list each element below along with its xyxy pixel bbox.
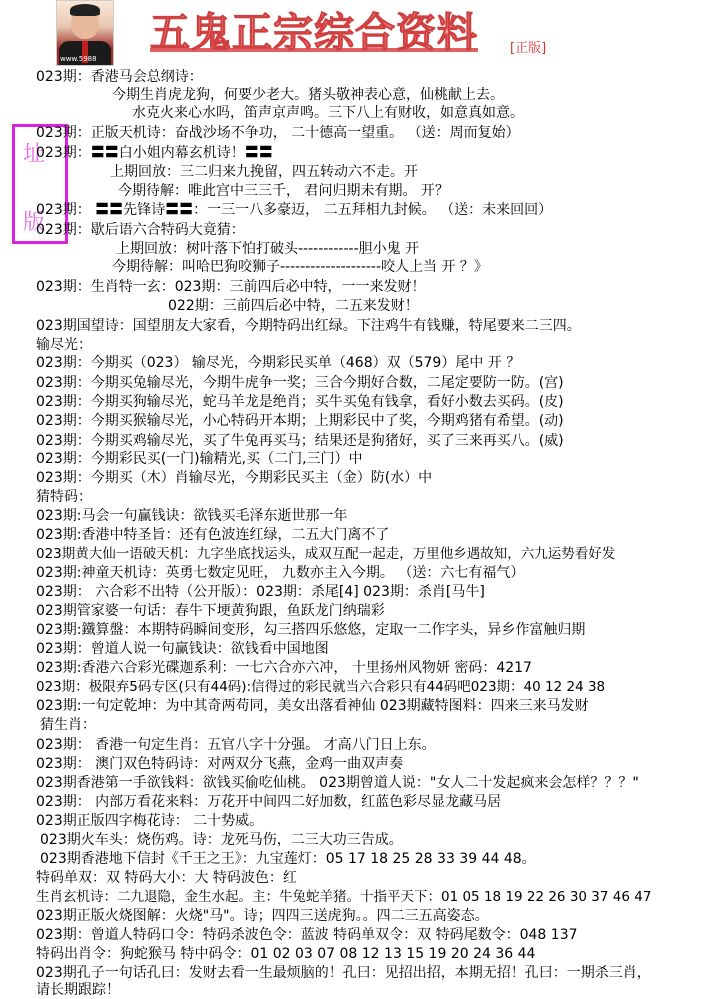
page-title: 五鬼正宗综合资料	[150, 9, 478, 56]
text-line: 023期： 澳门双色特码诗：对两双分飞燕，金鸡一曲双声奏	[36, 756, 404, 772]
text-line: 023期：今期买狗输尽光，蛇马羊龙是绝肖；买牛买兔有钱拿，看好小数去买码。(皮)	[36, 394, 564, 410]
text-line: 023期：今期彩民买(一门)输精光,买（二门,三门）中	[36, 451, 363, 467]
text-line: 上期回放：树叶落下怕打破头------------胆小鬼 开	[116, 241, 420, 257]
text-line: 023期正版四字梅花诗： 二十势威。	[36, 813, 264, 829]
avatar-tag: www.5988	[60, 55, 97, 63]
text-line: 023期：曾道人特码口令：特码杀波色令：蓝波 特码单双令：双 特码尾数令：048 137	[36, 927, 578, 943]
text-line: 023期：今期买猴输尽光，小心特码开本期；上期彩民中了奖，今期鸡猪有希望。(动)	[36, 413, 564, 429]
text-line: 今期生肖虎龙狗，何要少老大。猪头敬神表心意，仙桃献上去。	[112, 87, 504, 103]
text-line: 023期:神童天机诗：英勇七数定见旺， 九数亦主入今期。 （送：六七有福气）	[36, 565, 525, 581]
text-line: 023期黄大仙一语破天机：九字坐底找运头，成双互配一起走，万里他乡遇故知，六九运势看好发	[36, 546, 616, 562]
text-line: 特码单双：双 特码大小：大 特码波色：红	[36, 870, 297, 886]
text-line: 023期：歇后语六合特码大竟猜：	[36, 222, 245, 238]
avatar	[56, 0, 114, 66]
text-line: 猜生肖：	[40, 717, 96, 733]
text-line: 023期：生肖特一玄：023期：三前四后必中特，一一来发财！	[36, 279, 426, 295]
text-line: 023期：〓〓白小姐内幕玄机诗！〓〓	[36, 145, 273, 161]
text-line: 023期： 内部万看花来料：万花开中间四二好加数，红蓝色彩尽显龙藏马居	[36, 794, 502, 810]
text-line: 023期： 六合彩不出特（公开版）：023期：杀尾[4] 023期：杀肖[马牛]	[36, 584, 485, 600]
text-line: 023期： 香港一句定生肖：五官八字十分强。 才高八门日上东。	[36, 737, 436, 753]
text-line: 023期:香港中特圣旨：还有色波连红绿，二五大门离不了	[36, 527, 390, 543]
text-line: 023期：正版天机诗：奋战沙场不争功， 二十德高一望重。 （送：周而复始）	[36, 125, 520, 141]
text-line: 023期：曾道人说一句赢钱诀：欲钱看中国地图	[36, 641, 329, 657]
text-line: 023期正版火烧图解：火烧"马"。诗；四四三送虎狗。。四二三五高姿态。	[36, 908, 489, 924]
text-line: 今期待解：唯此宫中三三千， 君问归期未有期。 开？	[118, 183, 449, 199]
text-line: 023期：今期买鸡输尽光，买了牛兔再买马；结果还是狗猪好，买了三来再买八。(威)	[36, 433, 564, 449]
text-line: 猜特码：	[36, 489, 92, 505]
text-line: 上期回放：三二归来九挽留，四五转动六不走。开	[110, 164, 418, 180]
text-line: 023期国望诗：国望朋友大家看，今期特码出红绿。下注鸡牛有钱赚，特尾要来二三四。	[36, 318, 581, 334]
text-line: 023期:马会一句赢钱诀：欲钱买毛泽东逝世那一年	[36, 508, 348, 524]
text-line: 今期待解：叫哈巴狗咬狮子--------------------咬人上当 开 ？》	[112, 259, 488, 275]
text-line: 023期：今期买（023） 输尽光，今期彩民买单（468）双（579）尾中 开 ？	[36, 355, 521, 371]
edition-badge: [正版]	[510, 41, 547, 56]
text-line: 023期香港第一手欲钱料：欲钱买偷吃仙桃。 023期曾道人说："女人二十发起疯来会怎样？？？"	[36, 775, 639, 791]
text-line: 输尽光：	[36, 337, 92, 353]
text-line: 023期：今期买（木）肖输尽光，今期彩民买主（金）防(水）中	[36, 470, 433, 486]
text-line: 请长期跟踪！	[36, 982, 120, 998]
text-line: 023期:一句定乾坤：为中其奇两苟同，美女出落看神仙 023期藏特图料：四来三来马发财	[36, 698, 589, 714]
text-line: 022期：三前四后必中特，二五来发财！	[168, 298, 419, 314]
annotation-char: 版	[23, 210, 46, 235]
text-line: 023期孔子一句话孔曰：发财去看一生最烦脑的！孔曰：见招出招，本期无招！孔曰：一期杀三肖，	[36, 965, 651, 981]
text-line: 023期:香港六合彩光碟迦系利：一七六合亦六冲， 十里扬州风物妍 密码：4217	[36, 660, 532, 676]
text-line: 023期：今期买兔输尽光，今期牛虎争一奖；三合今期好合数，二尾定要防一防。(宫)	[36, 375, 564, 391]
text-line: 023期管家婆一句话：春牛下埂黄狗跟，鱼跃龙门纳瑞彩	[36, 603, 385, 619]
text-line: 水克火来心水吗，笛声京声鸣。三下八上有财收，如意真如意。	[132, 105, 524, 121]
text-line: 023期：香港马会总纲诗：	[36, 69, 203, 85]
text-line: 023期香港地下信封《千王之王》：九宝莲灯：05 17 18 25 28 33 39 44 48。	[40, 851, 536, 867]
text-line: 023期火车头：烧伤鸡。诗：龙死马伤，二三大功三告成。	[40, 832, 403, 848]
text-line: 生肖玄机诗：二九退隐，金生水起。主：牛兔蛇羊猪。十指平天下：01 05 18 19 22 26 30 37 46 47	[36, 889, 652, 905]
header	[0, 0, 720, 66]
text-line: 023期： 〓〓先锋诗〓〓：一三一八多豪迈， 二五拜相九封候。 （送：未来回回）	[36, 202, 553, 218]
text-line: 023期：极限弃5码专区(只有44码):信得过的彩民就当六合彩只有44码吧023期：40 12 24 38	[36, 679, 606, 695]
text-line: 特码出肖令：狗蛇猴马 特中码令：01 02 03 07 08 12 13 15 19 20 24 36 44	[36, 946, 536, 962]
text-line: 023期:鐵算盤：本期特码瞬间变形，勾三搭四乐悠悠，定取一二作字头，异乡作富触归期	[36, 622, 586, 638]
annotation-char: 址	[23, 142, 46, 167]
